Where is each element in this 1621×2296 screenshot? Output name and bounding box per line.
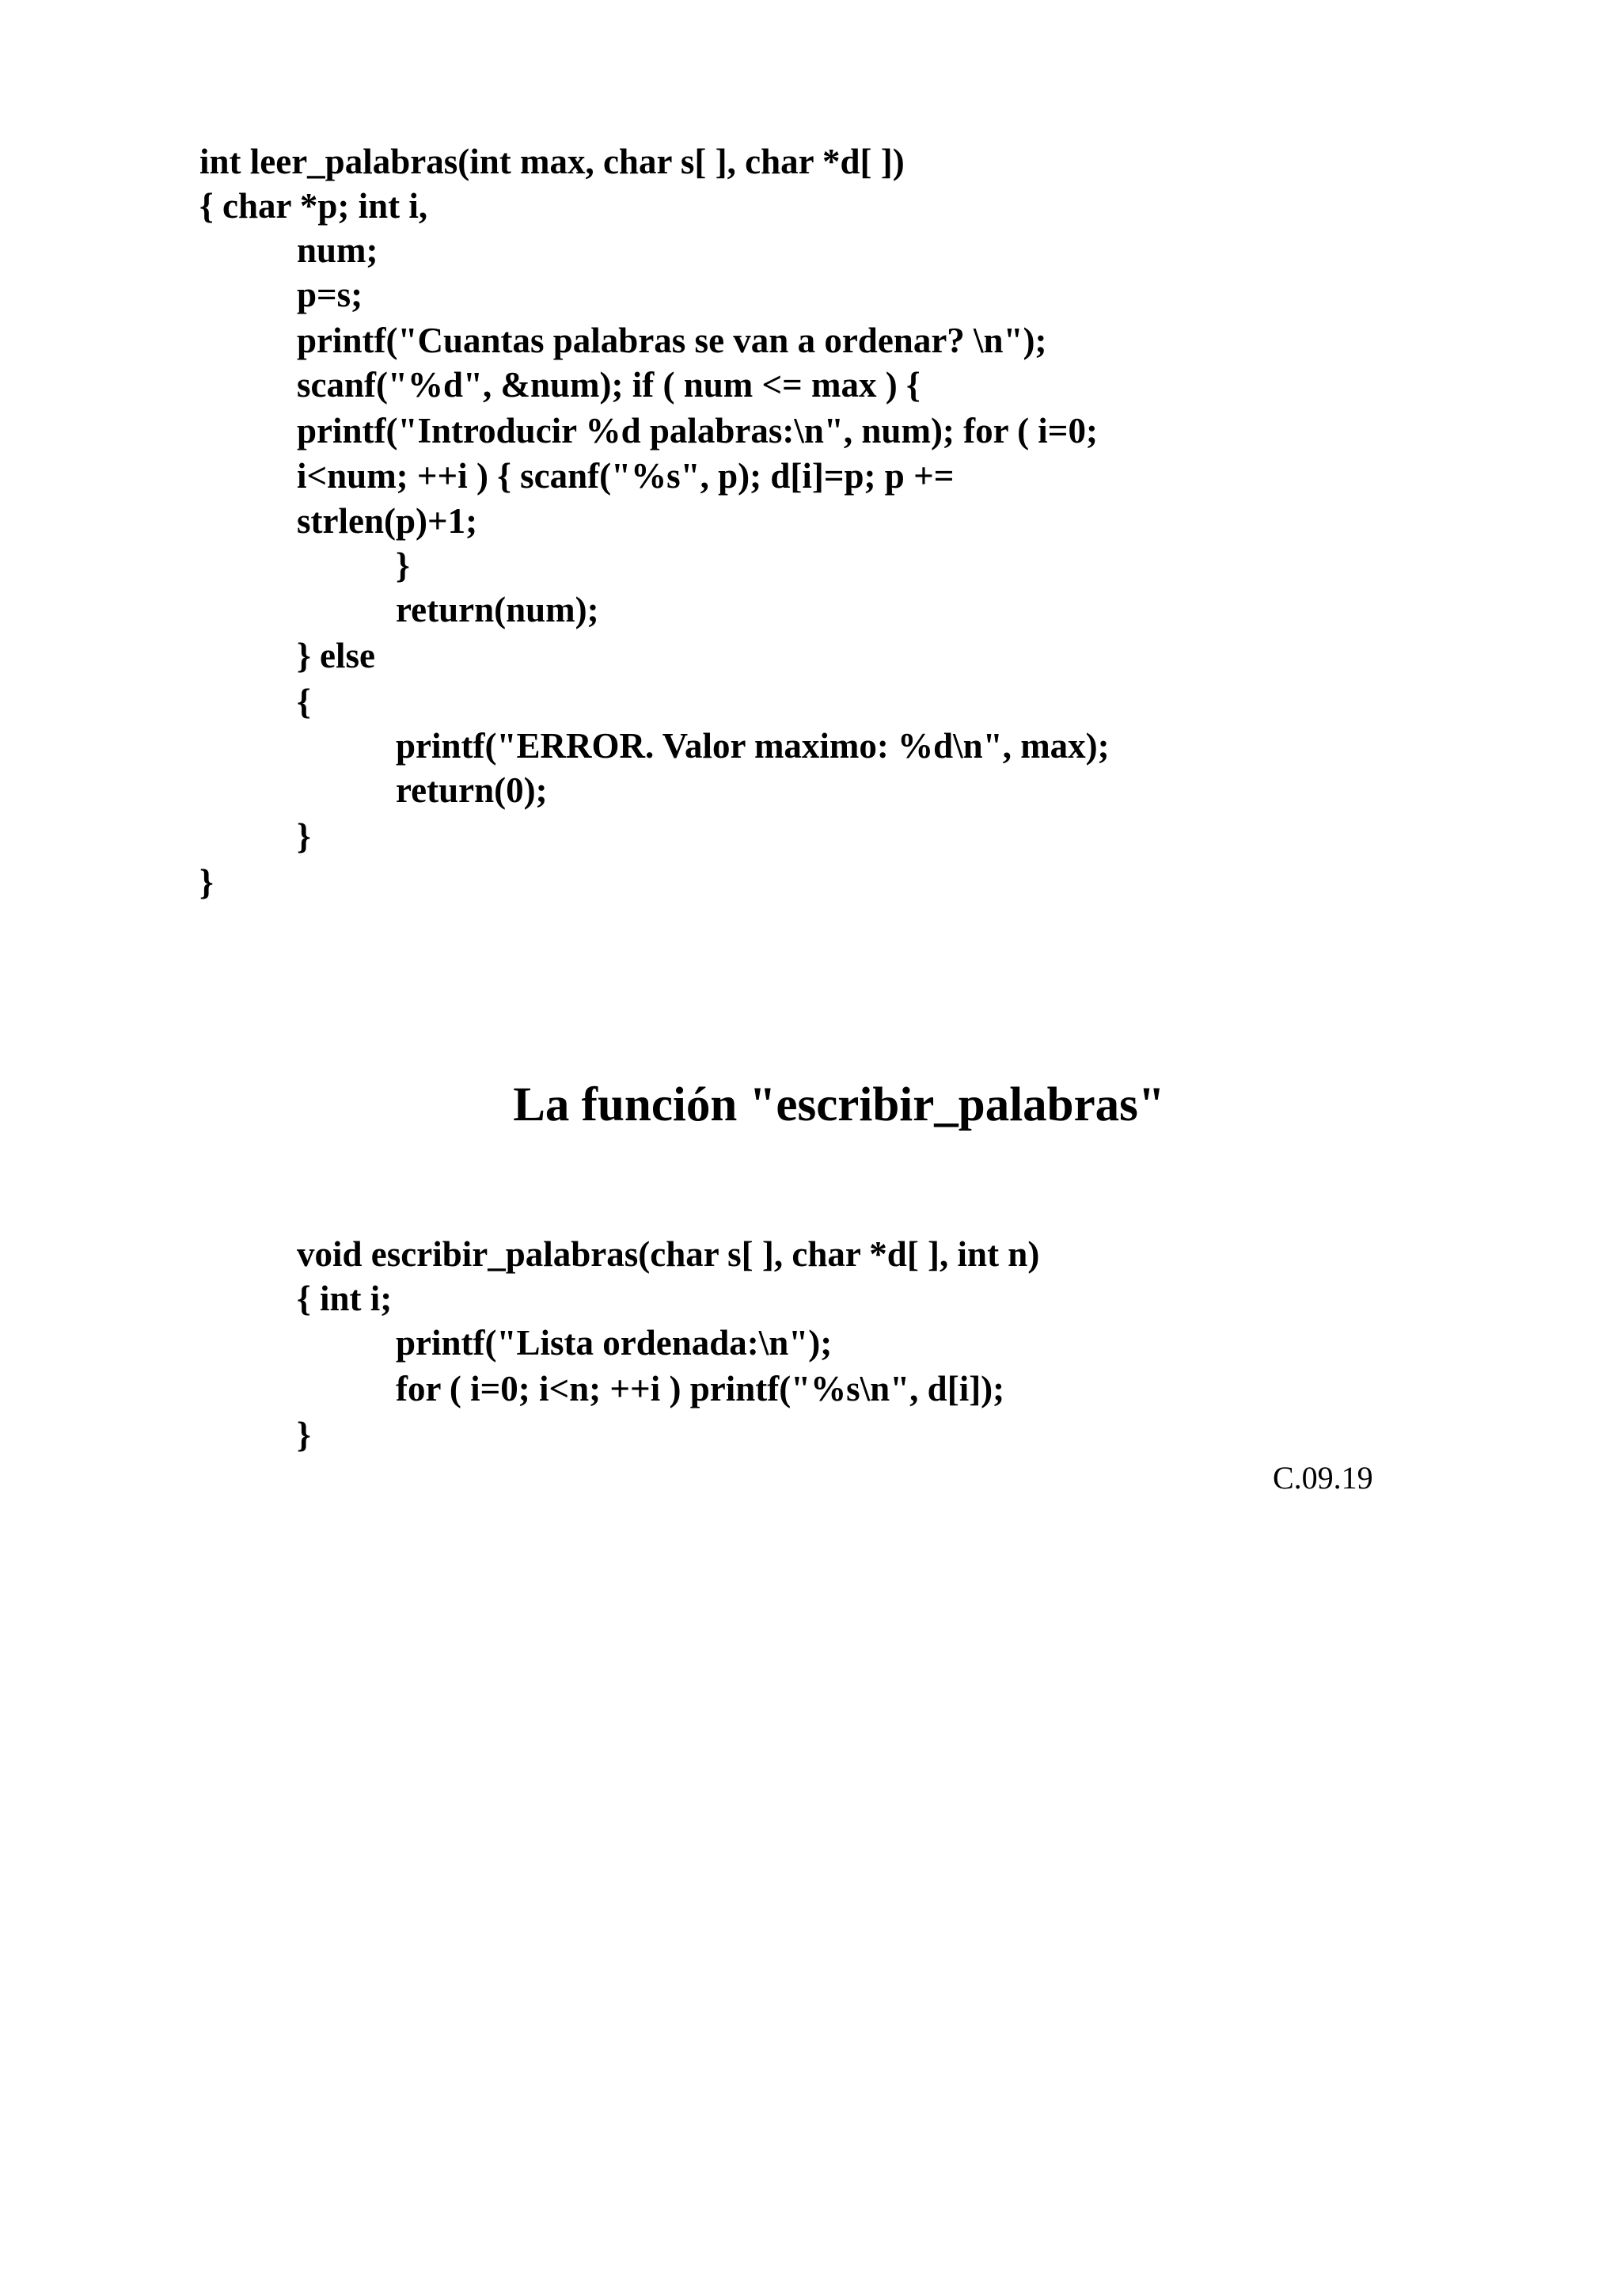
code-line: { char *p; int i, bbox=[199, 186, 428, 226]
page-reference: C.09.19 bbox=[1273, 1460, 1373, 1496]
code-line: i<num; ++i ) { scanf("%s", p); d[i]=p; p += bbox=[297, 456, 955, 496]
code-line: } bbox=[396, 545, 410, 585]
code-line: } bbox=[297, 816, 311, 856]
code-line: return(num); bbox=[396, 590, 599, 629]
code-line: void escribir_palabras(char s[ ], char *d[ ], int n) bbox=[297, 1234, 1040, 1274]
code-line: printf("Lista ordenada:\n"); bbox=[396, 1323, 833, 1363]
code-line: { int i; bbox=[297, 1279, 393, 1318]
section-heading: La función "escribir_palabras" bbox=[513, 1078, 1165, 1131]
code-line: p=s; bbox=[297, 275, 363, 314]
code-line: } else bbox=[297, 636, 375, 675]
code-line: num; bbox=[297, 230, 378, 270]
code-line: for ( i=0; i<n; ++i ) printf("%s\n", d[i]); bbox=[396, 1369, 1005, 1408]
code-line: printf("Introducir %d palabras:\n", num); for ( i=0; bbox=[297, 411, 1098, 450]
code-line: printf("ERROR. Valor maximo: %d\n", max); bbox=[396, 726, 1110, 766]
code-line: } bbox=[297, 1415, 311, 1454]
code-line: printf("Cuantas palabras se van a ordenar? \n"); bbox=[297, 321, 1047, 360]
code-line: } bbox=[199, 862, 214, 902]
code-line: strlen(p)+1; bbox=[297, 501, 478, 541]
code-line: return(0); bbox=[396, 770, 548, 810]
code-line: scanf("%d", &num); if ( num <= max ) { bbox=[297, 365, 921, 405]
code-line: int leer_palabras(int max, char s[ ], char *d[ ]) bbox=[199, 142, 905, 181]
code-line: { bbox=[297, 682, 311, 721]
